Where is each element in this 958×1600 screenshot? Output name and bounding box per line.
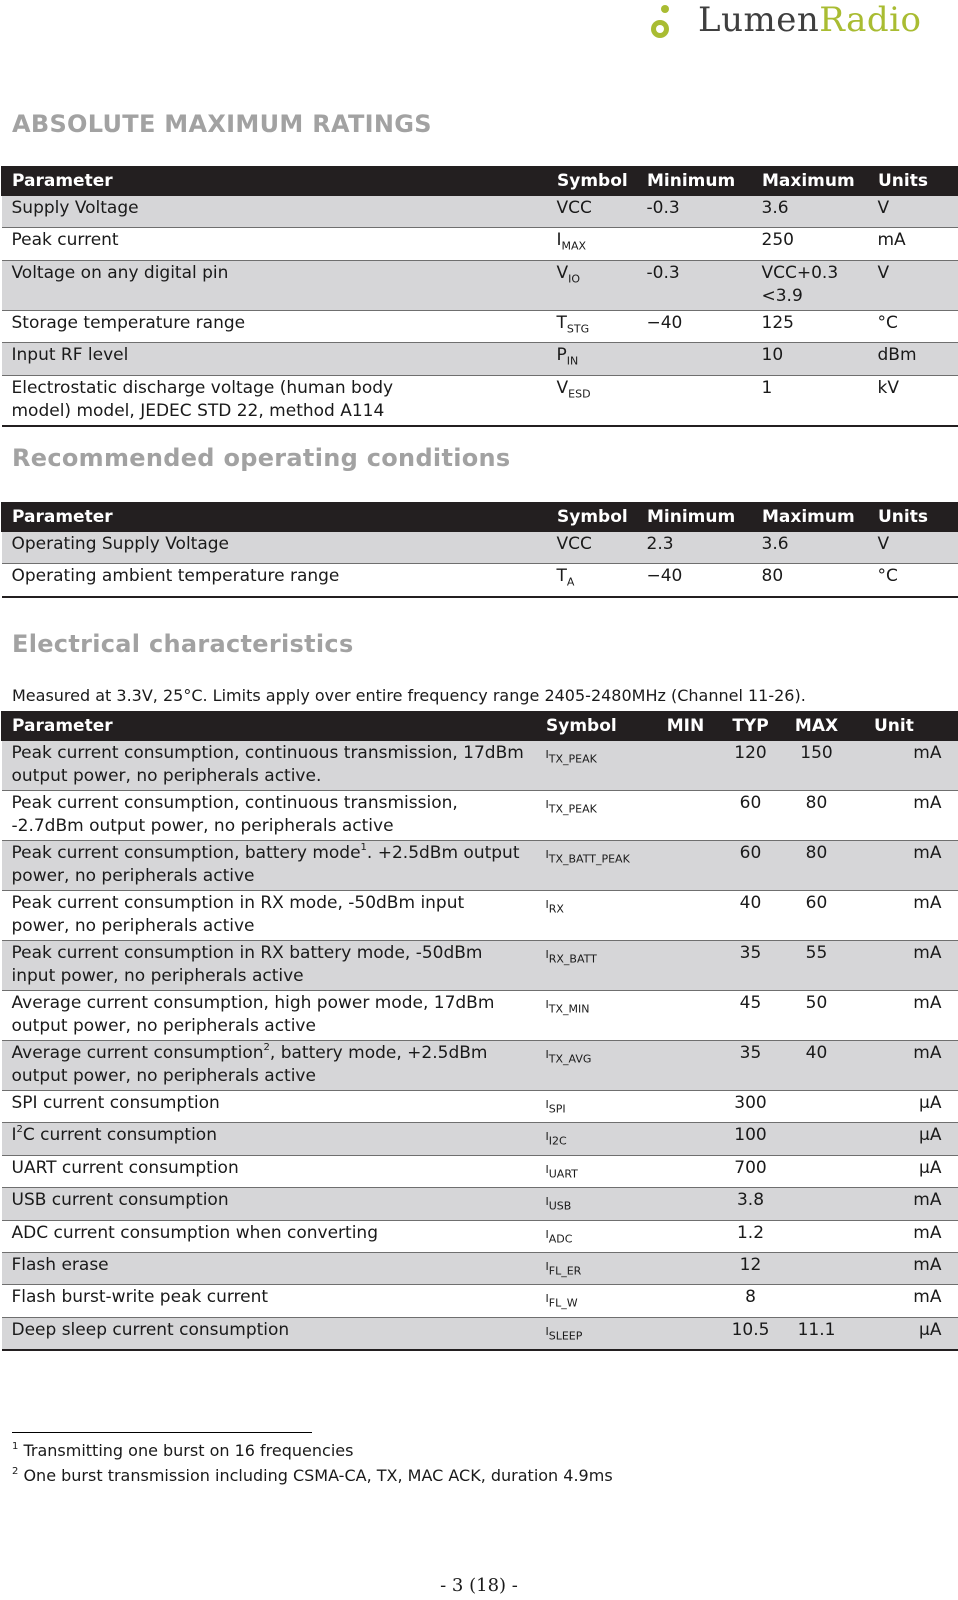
param-cell: Average current consumption$^2$, battery mode, +2.5dBm output power, no peripherals active [2, 1041, 536, 1091]
max-cell: 80 [784, 841, 850, 891]
typ-cell: 12 [718, 1252, 784, 1284]
max-cell: 11.1 [784, 1317, 850, 1350]
page-number: - 3 (18) - [440, 1575, 518, 1596]
param-cell: SPI current consumption [2, 1091, 536, 1123]
param-cell: $I^2C$ current consumption [2, 1123, 536, 1155]
typ-cell: 60 [718, 791, 784, 841]
param-cell: Average current consumption, high power mode, 17dBm output power, no peripherals active [2, 991, 536, 1041]
table-row [2, 891, 958, 941]
symbol-cell: $I_{SPI}$ [536, 1091, 654, 1123]
typ-cell: 1.2 [718, 1220, 784, 1252]
symbol-cell: $I_{ADC}$ [536, 1220, 654, 1252]
max-cell [784, 1285, 850, 1317]
symbol-cell: $I_{RX}$ [536, 891, 654, 941]
unit-cell: mA [850, 1285, 958, 1317]
param-cell: UART current consumption [2, 1155, 536, 1187]
unit-cell: mA [850, 791, 958, 841]
min-cell [654, 1123, 718, 1155]
table-row [2, 1220, 958, 1252]
min-cell [654, 1155, 718, 1187]
max-cell: 80 [784, 791, 850, 841]
min-cell [654, 1041, 718, 1091]
max-cell [784, 1091, 850, 1123]
rec-op-table [1, 502, 958, 598]
min-cell [654, 1091, 718, 1123]
max-cell [784, 1220, 850, 1252]
table-row [2, 1155, 958, 1187]
symbol-cell: $I_{UART}$ [536, 1155, 654, 1187]
max-cell: 150 [784, 741, 850, 791]
unit-cell: mA [850, 1041, 958, 1091]
unit-cell: µA [850, 1123, 958, 1155]
param-cell: Deep sleep current consumption [2, 1317, 536, 1350]
abs-max-table [1, 166, 958, 427]
unit-cell: mA [850, 741, 958, 791]
max-cell [784, 1188, 850, 1220]
min-cell [654, 941, 718, 991]
min-cell [654, 891, 718, 941]
col-header: Parameter [2, 167, 547, 196]
param-cell: ADC current consumption when converting [2, 1220, 536, 1252]
table-row [2, 1091, 958, 1123]
max-cell: 60 [784, 891, 850, 941]
typ-cell: 700 [718, 1155, 784, 1187]
col-header: Symbol [547, 167, 637, 196]
max-cell: 50 [784, 991, 850, 1041]
param-cell: Peak current consumption, continuous transmission, 17dBm output power, no peripherals active. [2, 741, 536, 791]
symbol-cell: $I_{TX\_PEAK}$ [536, 741, 654, 791]
unit-cell: mA [850, 1252, 958, 1284]
symbol-cell: $I_{RX\_BATT}$ [536, 941, 654, 991]
footnote-2: $^2$ One burst transmission including CSMA-CA, TX, MAC ACK, duration 4.9ms [12, 1466, 613, 1485]
col-header: Maximum [752, 167, 868, 196]
param-cell: Peak current consumption in RX battery mode, -50dBm input power, no peripherals active [2, 941, 536, 991]
elec-intro: Measured at 3.3V, 25°C. Limits apply over entire frequency range 2405-2480MHz (Channel 11-26). [12, 686, 806, 705]
elec-title: Electrical characteristics [12, 630, 354, 658]
min-cell [654, 1285, 718, 1317]
footnote-1: $^1$ Transmitting one burst on 16 frequencies [12, 1441, 354, 1460]
table-header-row: Parameter Symbol Minimum Maximum Units [2, 503, 958, 532]
table-row: Storage temperature range $T_{STG}$ −40 125 °C [2, 310, 958, 342]
unit-cell: mA [850, 841, 958, 891]
symbol-cell: $I_{FL\_ER}$ [536, 1252, 654, 1284]
abs-max-title: ABSOLUTE MAXIMUM RATINGS [12, 110, 432, 138]
typ-cell: 120 [718, 741, 784, 791]
typ-cell: 300 [718, 1091, 784, 1123]
table-row [2, 1252, 958, 1284]
table-row: Operating ambient temperature range $T_A$ −40 80 °C [2, 564, 958, 597]
max-cell: 55 [784, 941, 850, 991]
footnote-separator [12, 1432, 312, 1433]
table-row [2, 941, 958, 991]
param-cell: Peak current consumption in RX mode, -50dBm input power, no peripherals active [2, 891, 536, 941]
table-header-row: Parameter Symbol MIN TYP MAX Unit [2, 712, 958, 741]
symbol-cell: $I_{I2C}$ [536, 1123, 654, 1155]
symbol-cell: $I_{TX\_AVG}$ [536, 1041, 654, 1091]
param-cell: Peak current consumption, continuous transmission, -2.7dBm output power, no peripherals active [2, 791, 536, 841]
table-row [2, 841, 958, 891]
symbol-cell: $I_{TX\_BATT\_PEAK}$ [536, 841, 654, 891]
typ-cell: 45 [718, 991, 784, 1041]
param-cell: Peak current consumption, battery mode$^1$. +2.5dBm output power, no peripherals active [2, 841, 536, 891]
typ-cell: 35 [718, 1041, 784, 1091]
lumenradio-logo [648, 2, 953, 44]
min-cell [654, 1317, 718, 1350]
rec-op-title: Recommended operating conditions [12, 444, 511, 472]
logo-dots-icon [648, 2, 696, 44]
typ-cell: 10.5 [718, 1317, 784, 1350]
min-cell [654, 841, 718, 891]
max-cell [784, 1123, 850, 1155]
unit-cell: mA [850, 991, 958, 1041]
symbol-cell: $I_{TX\_MIN}$ [536, 991, 654, 1041]
unit-cell: mA [850, 1220, 958, 1252]
typ-cell: 100 [718, 1123, 784, 1155]
min-cell [654, 1220, 718, 1252]
table-row: Input RF level $P_{IN}$ 10 dBm [2, 343, 958, 375]
col-header: Minimum [637, 167, 752, 196]
table-row: Voltage on any digital pin $V_{IO}$ -0.3 VCC+0.3 <3.9 V [2, 260, 958, 310]
min-cell [654, 1188, 718, 1220]
max-cell [784, 1252, 850, 1284]
min-cell [654, 1252, 718, 1284]
unit-cell: µA [850, 1155, 958, 1187]
param-cell: Flash erase [2, 1252, 536, 1284]
unit-cell: mA [850, 1188, 958, 1220]
table-row [2, 1123, 958, 1155]
min-cell [654, 741, 718, 791]
typ-cell: 40 [718, 891, 784, 941]
max-cell: 40 [784, 1041, 850, 1091]
table-row: Supply Voltage VCC -0.3 3.6 V [2, 196, 958, 228]
typ-cell: 3.8 [718, 1188, 784, 1220]
table-row: Peak current $I_{MAX}$ 250 mA [2, 228, 958, 260]
table-row [2, 791, 958, 841]
table-row [2, 991, 958, 1041]
unit-cell: mA [850, 941, 958, 991]
max-cell [784, 1155, 850, 1187]
typ-cell: 8 [718, 1285, 784, 1317]
elec-table [1, 711, 958, 1351]
typ-cell: 35 [718, 941, 784, 991]
typ-cell: 60 [718, 841, 784, 891]
param-cell: Flash burst-write peak current [2, 1285, 536, 1317]
table-row [2, 741, 958, 791]
min-cell [654, 791, 718, 841]
symbol-cell: $I_{USB}$ [536, 1188, 654, 1220]
table-row [2, 1285, 958, 1317]
param-cell: USB current consumption [2, 1188, 536, 1220]
table-row [2, 1317, 958, 1350]
symbol-cell: $I_{FL\_W}$ [536, 1285, 654, 1317]
table-row [2, 1188, 958, 1220]
table-header-row [2, 167, 958, 196]
unit-cell: µA [850, 1091, 958, 1123]
min-cell [654, 991, 718, 1041]
unit-cell: mA [850, 891, 958, 941]
table-row: Electrostatic discharge voltage (human body model) model, JEDEC STD 22, method A114 $V_{ESD}$ 1 kV [2, 375, 958, 426]
symbol-cell: $I_{TX\_PEAK}$ [536, 791, 654, 841]
table-row: Operating Supply Voltage VCC 2.3 3.6 V [2, 532, 958, 564]
col-header: Units [868, 167, 958, 196]
logo-wordmark: LumenRadio [698, 0, 922, 40]
symbol-cell: $I_{SLEEP}$ [536, 1317, 654, 1350]
unit-cell: µA [850, 1317, 958, 1350]
table-row [2, 1041, 958, 1091]
